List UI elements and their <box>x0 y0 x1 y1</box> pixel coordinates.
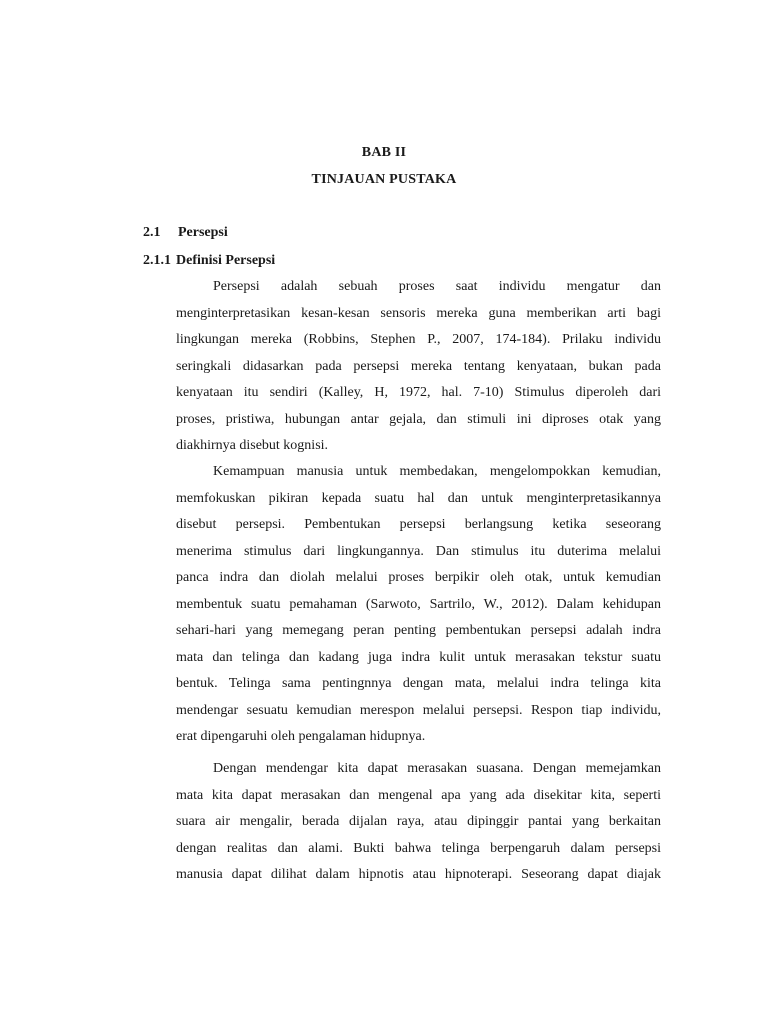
chapter-label: BAB II <box>361 145 407 160</box>
paragraph-line: erat dipengaruhi oleh pengalaman hidupnya. <box>176 729 426 744</box>
paragraph-line: membentuk suatu pemahaman (Sarwoto, Sartrilo, W., 2012). Dalam kehidupan <box>176 596 661 612</box>
section-title: Definisi Persepsi <box>176 253 276 268</box>
paragraph-line: manusia dapat dilihat dalam hipnotis atau hipnoterapi. Seseorang dapat diajak <box>176 867 661 882</box>
chapter-title: TINJAUAN PUSTAKA <box>311 172 457 187</box>
section-number: 2.1.1 <box>143 253 171 268</box>
paragraph-line: memfokuskan pikiran kepada suatu hal dan untuk menginterpretasikannya <box>176 490 661 506</box>
paragraph-line: proses, pristiwa, hubungan antar gejala, dan stimuli ini diproses otak yang <box>176 411 661 427</box>
paragraph-line: sehari-hari yang memegang peran penting pembentukan persepsi adalah indra <box>176 623 661 638</box>
section-heading-2-1 <box>143 225 228 241</box>
paragraph-line: panca indra dan diolah melalui proses berpikir oleh otak, untuk kemudian <box>176 570 661 585</box>
paragraph-line: Dengan mendengar kita dapat merasakan suasana. Dengan memejamkan <box>213 761 661 776</box>
paragraph-line: suara air mengalir, berada dijalan raya, atau dipinggir pantai yang berkaitan <box>176 814 661 829</box>
section-title: Persepsi <box>178 225 228 240</box>
section-number: 2.1 <box>143 225 161 240</box>
paragraph-line: lingkungan mereka (Robbins, Stephen P., 2007, 174-184). Prilaku individu <box>176 332 661 347</box>
paragraph-line: dengan realitas dan alami. Bukti bahwa telinga berpengaruh dalam persepsi <box>176 840 661 856</box>
paragraph-line: menginterpretasikan kesan-kesan sensoris mereka guna memberikan arti bagi <box>176 305 661 321</box>
paragraph-line: Persepsi adalah sebuah proses saat individu mengatur dan <box>213 279 661 294</box>
paragraph-line: diakhirnya disebut kognisi. <box>176 438 329 453</box>
paragraph-line: kenyataan itu sendiri (Kalley, H, 1972, hal. 7-10) Stimulus diperoleh dari <box>176 385 661 400</box>
paragraph-line: mendengar sesuatu kemudian merespon melalui persepsi. Respon tiap individu, <box>176 702 661 718</box>
paragraph-line: Kemampuan manusia untuk membedakan, mengelompokkan kemudian, <box>213 464 661 479</box>
paragraph-line: bentuk. Telinga sama pentingnnya dengan mata, melalui indra telinga kita <box>176 676 661 691</box>
paragraph-line: mata dan telinga dan kadang juga indra kulit untuk merasakan tekstur suatu <box>176 649 661 665</box>
subsection-heading-2-1-1 <box>143 253 275 269</box>
paragraph-line: disebut persepsi. Pembentukan persepsi berlangsung ketika seseorang <box>176 517 661 532</box>
paragraph-line: mata kita dapat merasakan dan mengenal apa yang ada disekitar kita, seperti <box>176 787 661 803</box>
paragraph-line: menerima stimulus dari lingkungannya. Dan stimulus itu duterima melalui <box>176 543 661 559</box>
paragraph-line: seringkali didasarkan pada persepsi mereka tentang kenyataan, bukan pada <box>176 358 661 374</box>
